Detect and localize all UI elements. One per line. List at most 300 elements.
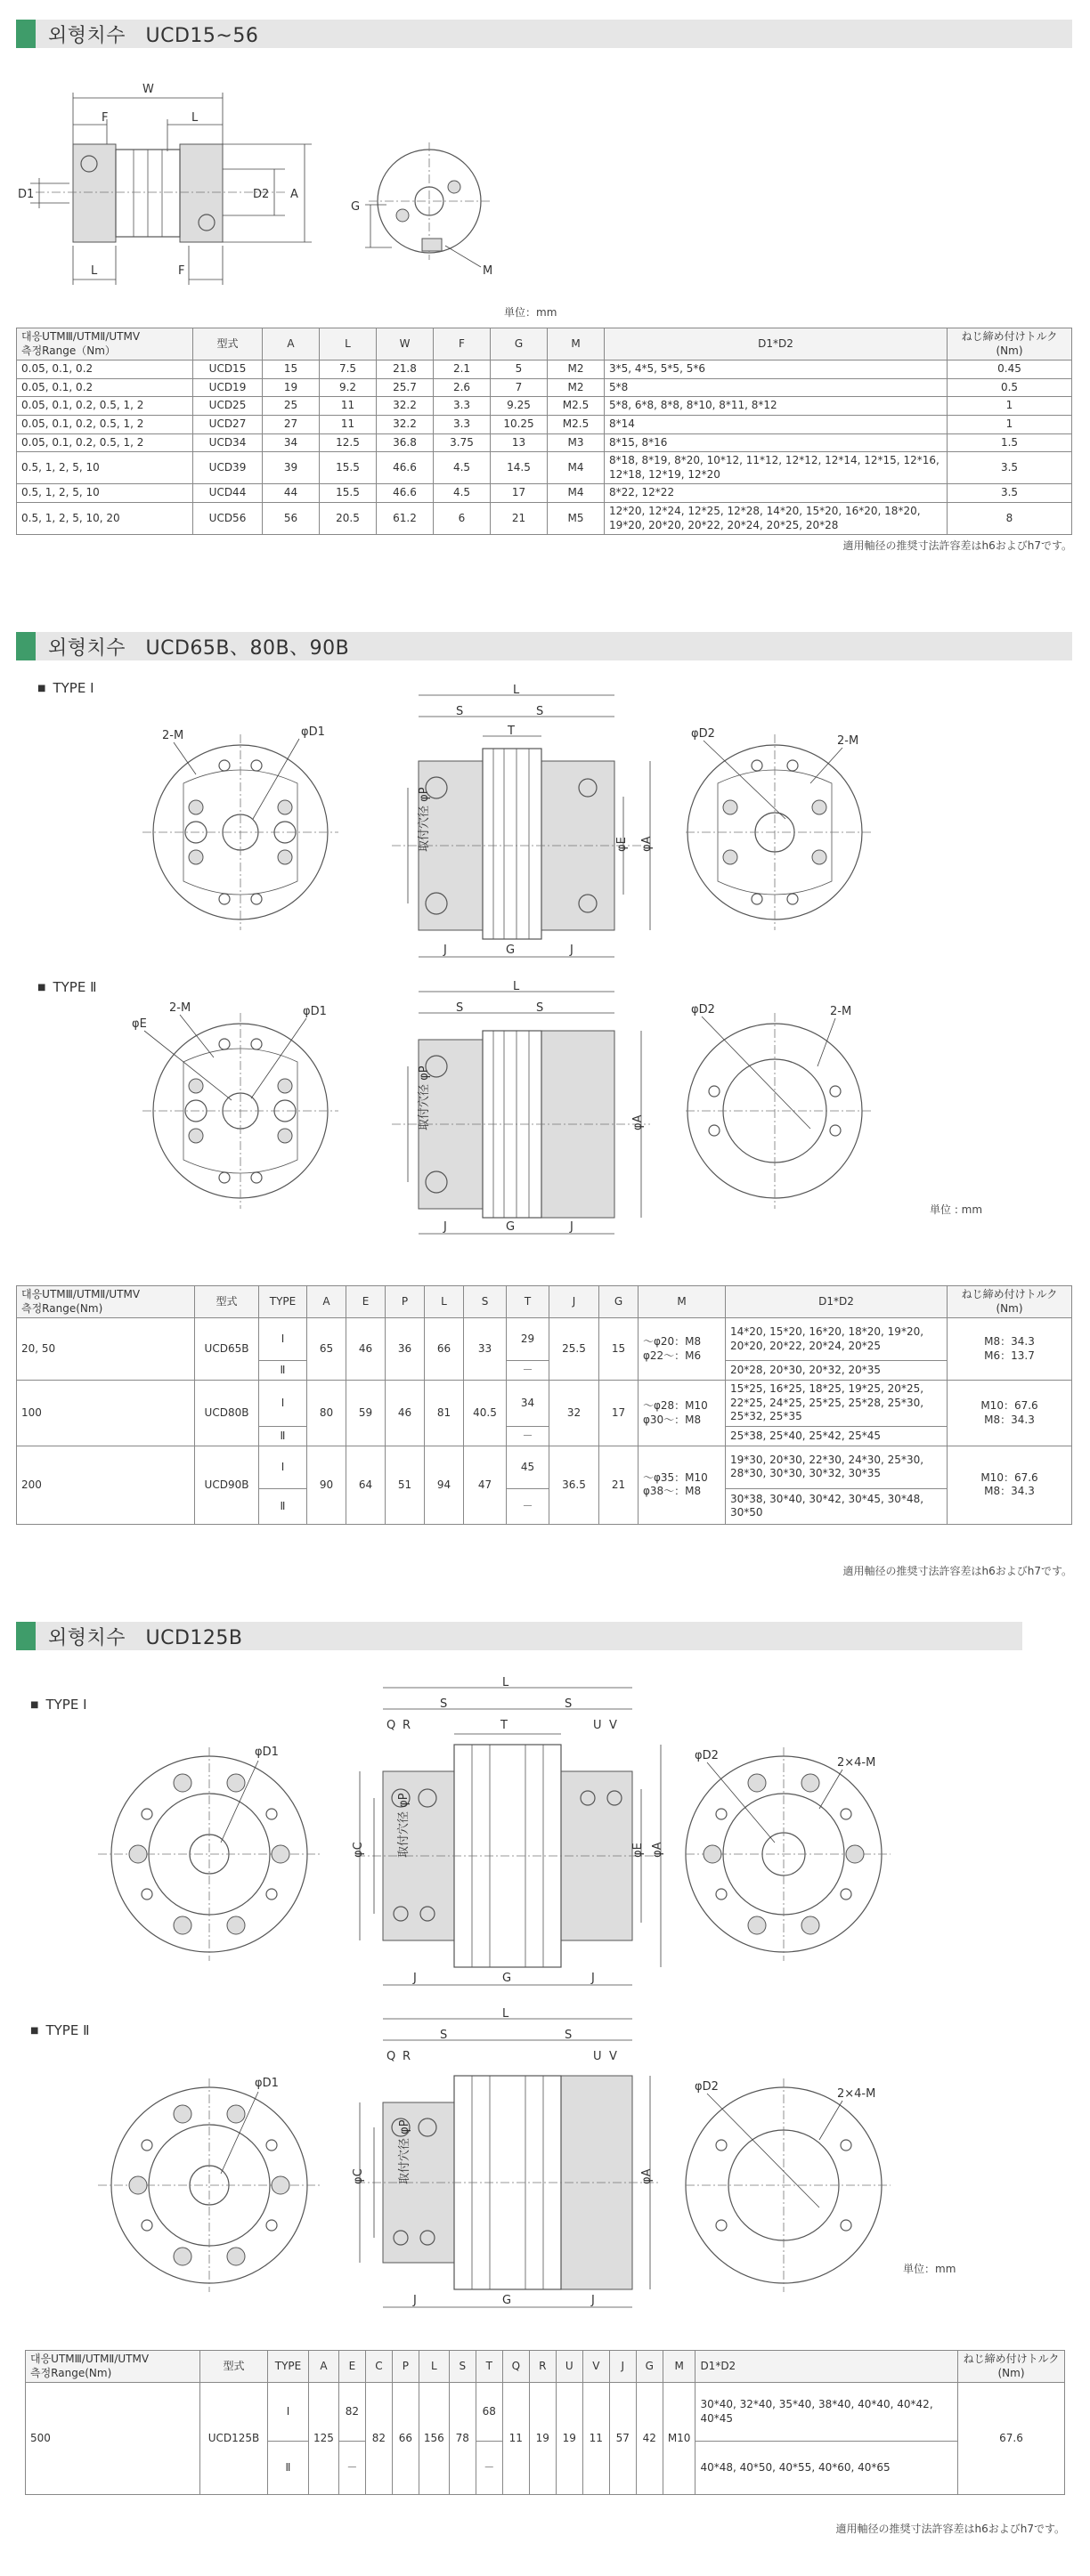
col-header-l: L (419, 2351, 449, 2383)
cell-range: 0.05, 0.1, 0.2, 0.5, 1, 2 (17, 415, 193, 433)
dim-label-phi-d2: φD2 (695, 1749, 719, 1762)
spec-table-ucd65b-90b (16, 1285, 1072, 1525)
dim-label-phi-a: φA (640, 836, 654, 852)
table-header-row (26, 2351, 1065, 2383)
cell-r: 19 (529, 2383, 556, 2495)
dim-label-bolt-phi-p: 取付穴径 φP (398, 2119, 411, 2184)
section-title: 외형치수 UCD65B、80B、90B (48, 636, 350, 660)
cell-m: M2.5 (548, 415, 605, 433)
dim-label-g: G (506, 944, 516, 957)
cell-s: 78 (449, 2383, 476, 2495)
tolerance-note: 適用軸径の推奨寸法許容差はh6およびh7です。 (835, 2523, 1065, 2535)
col-header-w: W (377, 328, 434, 360)
col-header-model: 型式 (200, 2351, 268, 2383)
col-header-f: F (434, 328, 491, 360)
cell-d1d2: 40*48, 40*50, 40*55, 40*60, 40*65 (695, 2442, 958, 2495)
cell-j: 57 (609, 2383, 636, 2495)
cell-range: 200 (17, 1446, 195, 1524)
table-row (17, 1381, 1072, 1427)
dim-label-phi-d1: φD1 (303, 1005, 327, 1018)
cell-model: UCD56 (193, 502, 263, 534)
col-header-a: A (309, 2351, 339, 2383)
table-header-row (17, 328, 1072, 360)
cell-g: 14.5 (491, 452, 548, 484)
cell-range: 0.05, 0.1, 0.2, 0.5, 1, 2 (17, 397, 193, 416)
cell-d1d2: 8*22, 12*22 (605, 484, 948, 503)
dim-label-2m: 2-M (837, 734, 859, 748)
type-label-2: ■ TYPE Ⅱ (30, 2022, 89, 2038)
cell-l: 12.5 (320, 433, 377, 452)
dim-label-2m: 2-M (830, 1005, 852, 1018)
drawing-ucd125b-type2-right-end (686, 2074, 899, 2288)
tolerance-note: 適用軸径の推奨寸法許容差はh6およびh7です。 (842, 539, 1072, 552)
cell-w: 61.2 (377, 502, 434, 534)
table-row (17, 360, 1072, 379)
cell-torque: 0.5 (948, 378, 1072, 397)
dim-label-q: Q (386, 2050, 396, 2063)
cell-g: 13 (491, 433, 548, 452)
dim-label-phi-c: φC (352, 1842, 365, 1858)
dim-label-s-right: S (565, 2029, 573, 2042)
cell-v: 11 (582, 2383, 609, 2495)
cell-j: 36.5 (549, 1446, 599, 1524)
cell-l: 20.5 (320, 502, 377, 534)
table-row (17, 502, 1072, 534)
cell-f: 3.3 (434, 397, 491, 416)
cell-e: 59 (346, 1381, 386, 1446)
cell-m: ～φ20：M8 φ22～：M6 (639, 1318, 726, 1381)
cell-g: 10.25 (491, 415, 548, 433)
section-header-ucd65b-90b (16, 632, 1072, 660)
col-header-p: P (392, 2351, 419, 2383)
cell-type: Ⅱ (268, 2442, 309, 2495)
cell-model: UCD44 (193, 484, 263, 503)
dim-label-t: T (500, 1719, 508, 1732)
cell-t: － (507, 1426, 549, 1446)
cell-l: 156 (419, 2383, 449, 2495)
table-row (17, 415, 1072, 433)
cell-d1d2: 8*14 (605, 415, 948, 433)
cell-t: － (507, 1361, 549, 1381)
col-header-torque: ねじ締め付けトルク (Nm) (948, 328, 1072, 360)
drawing-ucd125b-type2-side (347, 2007, 668, 2316)
cell-w: 32.2 (377, 415, 434, 433)
cell-a: 44 (263, 484, 320, 503)
cell-type: Ⅱ (259, 1488, 307, 1524)
col-header-g: G (599, 1286, 639, 1318)
cell-type: Ⅰ (259, 1318, 307, 1361)
type-label-1: ■ TYPE Ⅰ (37, 680, 94, 696)
cell-l: 11 (320, 415, 377, 433)
type-label-1: ■ TYPE Ⅰ (30, 1697, 87, 1713)
cell-a: 56 (263, 502, 320, 534)
drawing-ucd125b-type1-left-end (98, 1743, 329, 1956)
dim-label-bolt-phi-p: 取付穴径 φP (397, 1793, 411, 1858)
dim-label-phi-d2: φD2 (691, 1003, 715, 1017)
cell-m: M2 (548, 360, 605, 379)
col-header-range: 대응UTMⅢ/UTMⅡ/UTMV 측정Range(Nm) (26, 2351, 200, 2383)
dim-label-l: L (513, 980, 520, 993)
cell-torque: 8 (948, 502, 1072, 534)
dim-label-l: L (513, 684, 520, 697)
col-header-t: T (507, 1286, 549, 1318)
cell-type: Ⅱ (259, 1361, 307, 1381)
cell-j: 32 (549, 1381, 599, 1446)
col-header-type: TYPE (268, 2351, 309, 2383)
dim-label-j-right: J (591, 2294, 595, 2307)
drawing-ucd125b-type1-side (347, 1676, 668, 1994)
drawing-ucd125b-type1-right-end (686, 1743, 899, 1956)
dim-label-j-right: J (591, 1972, 595, 1985)
cell-l: 81 (425, 1381, 464, 1446)
cell-t: 29 (507, 1318, 549, 1361)
cell-m: M10 (663, 2383, 695, 2495)
drawing-ucd65b-type1-side (383, 684, 668, 975)
cell-a: 90 (307, 1446, 346, 1524)
section-header-ucd125b (16, 1622, 1022, 1650)
dim-label-t: T (508, 725, 515, 738)
cell-w: 32.2 (377, 397, 434, 416)
cell-d1d2: 19*30, 20*30, 22*30, 24*30, 25*30, 28*30, 30*30, 30*32, 30*35 (726, 1446, 948, 1488)
dim-label-d2: D2 (253, 188, 270, 201)
cell-f: 2.1 (434, 360, 491, 379)
cell-l: 15.5 (320, 484, 377, 503)
dim-label-phi-d1: φD1 (301, 725, 325, 739)
cell-e: － (338, 2442, 365, 2495)
dim-label-j-left: J (413, 1972, 417, 1985)
cell-l: 94 (425, 1446, 464, 1524)
dim-label-phi-e: φE (132, 1017, 147, 1031)
cell-m: M5 (548, 502, 605, 534)
cell-g: 15 (599, 1318, 639, 1381)
cell-p: 36 (386, 1318, 425, 1381)
table-header-row (17, 1286, 1072, 1318)
dim-label-j-left: J (443, 1220, 447, 1234)
col-header-s: S (449, 2351, 476, 2383)
cell-l: 15.5 (320, 452, 377, 484)
dim-label-j-left: J (413, 2294, 417, 2307)
col-header-m: M (663, 2351, 695, 2383)
dim-label-2m: 2-M (162, 729, 184, 742)
dim-label-s-left: S (456, 705, 464, 718)
col-header-q: Q (502, 2351, 529, 2383)
cell-d1d2: 5*8 (605, 378, 948, 397)
drawing-ucd65b-type2-left-end (125, 995, 356, 1209)
cell-model: UCD34 (193, 433, 263, 452)
cell-d1d2: 12*20, 12*24, 12*25, 12*28, 14*20, 15*20, 16*20, 18*20, 19*20, 20*20, 20*22, 20*24, 20*25, 20*28 (605, 502, 948, 534)
cell-d1d2: 20*28, 20*30, 20*32, 20*35 (726, 1361, 948, 1381)
dim-label-g: G (502, 2294, 512, 2307)
cell-model: UCD19 (193, 378, 263, 397)
drawing-ucd65b-type1-right-end (686, 721, 891, 926)
col-header-p: P (386, 1286, 425, 1318)
table-row (17, 378, 1072, 397)
drawing-ucd65b-type1-left-end (142, 721, 356, 926)
col-header-v: V (582, 2351, 609, 2383)
dim-label-f-bottom: F (178, 264, 185, 278)
cell-g: 21 (599, 1446, 639, 1524)
cell-d1d2: 30*38, 30*40, 30*42, 30*45, 30*48, 30*50 (726, 1488, 948, 1524)
cell-torque: 67.6 (958, 2383, 1065, 2495)
cell-l: 9.2 (320, 378, 377, 397)
cell-model: UCD39 (193, 452, 263, 484)
dim-label-phi-e: φE (631, 1843, 645, 1858)
unit-label-narrow: 単位 : mm (930, 1203, 983, 1216)
table-row (17, 397, 1072, 416)
dim-label-j-right: J (570, 1220, 573, 1234)
cell-j: 25.5 (549, 1318, 599, 1381)
col-header-model: 型式 (193, 328, 263, 360)
section-accent-bar (16, 632, 36, 660)
unit-label: 単位：mm (504, 306, 557, 319)
spec-table-ucd15-56 (16, 328, 1072, 535)
cell-e: 82 (338, 2383, 365, 2442)
cell-t: 45 (507, 1446, 549, 1488)
cell-f: 6 (434, 502, 491, 534)
cell-t: 34 (507, 1381, 549, 1427)
cell-torque: 1 (948, 415, 1072, 433)
cell-a: 19 (263, 378, 320, 397)
cell-m: ～φ28：M10 φ30～：M8 (639, 1381, 726, 1446)
cell-torque: 1.5 (948, 433, 1072, 452)
cell-g: 7 (491, 378, 548, 397)
col-header-e: E (346, 1286, 386, 1318)
cell-m: M4 (548, 452, 605, 484)
dim-label-phi-d2: φD2 (695, 2080, 719, 2094)
col-header-l: L (425, 1286, 464, 1318)
dim-label-phi-d1: φD1 (255, 1746, 279, 1759)
cell-f: 3.75 (434, 433, 491, 452)
table-row (26, 2383, 1065, 2442)
unit-label: 単位：mm (903, 2263, 956, 2275)
cell-model: UCD65B (195, 1318, 259, 1381)
section-accent-bar (16, 1622, 36, 1650)
dim-label-phi-d1: φD1 (255, 2077, 279, 2090)
dim-label-f-top: F (102, 111, 109, 125)
col-header-e: E (338, 2351, 365, 2383)
cell-l: 11 (320, 397, 377, 416)
dim-label-u: U (593, 2050, 602, 2063)
col-header-torque: ねじ締め付けトルク (Nm) (948, 1286, 1072, 1318)
cell-c: 82 (365, 2383, 392, 2495)
dim-label-u: U (593, 1719, 602, 1732)
cell-model: UCD80B (195, 1381, 259, 1446)
section-title: 외형치수 UCD15~56 (48, 24, 259, 47)
cell-d1d2: 3*5, 4*5, 5*5, 5*6 (605, 360, 948, 379)
cell-s: 47 (464, 1446, 507, 1524)
cell-range: 100 (17, 1381, 195, 1446)
dim-label-m: M (483, 264, 493, 278)
col-header-l: L (320, 328, 377, 360)
cell-d1d2: 5*8, 6*8, 8*8, 8*10, 8*11, 8*12 (605, 397, 948, 416)
col-header-a: A (307, 1286, 346, 1318)
cell-l: 7.5 (320, 360, 377, 379)
cell-a: 39 (263, 452, 320, 484)
drawing-ucd125b-type2-left-end (98, 2074, 329, 2288)
dim-label-s-left: S (440, 2029, 448, 2042)
dim-label-g: G (506, 1220, 516, 1234)
cell-d1d2: 8*15, 8*16 (605, 433, 948, 452)
cell-t: － (507, 1488, 549, 1524)
cell-type: Ⅱ (259, 1426, 307, 1446)
dim-label-l-top: L (191, 111, 199, 125)
cell-a: 80 (307, 1381, 346, 1446)
dim-label-r: R (403, 2050, 411, 2063)
dim-label-phi-a: φA (631, 1114, 645, 1130)
drawing-ucd65b-type2-side (383, 980, 668, 1244)
cell-a: 25 (263, 397, 320, 416)
cell-p: 46 (386, 1381, 425, 1446)
cell-t: － (476, 2442, 502, 2495)
cell-torque: M10：67.6 M8：34.3 (948, 1446, 1072, 1524)
dim-label-phi-c: φC (352, 2168, 365, 2184)
dim-label-bolt-phi-p: 取付穴径 φP (418, 1065, 431, 1130)
cell-w: 21.8 (377, 360, 434, 379)
cell-w: 36.8 (377, 433, 434, 452)
col-header-model: 型式 (195, 1286, 259, 1318)
table-row (17, 1446, 1072, 1488)
dim-label-a: A (290, 188, 298, 201)
table-row (17, 452, 1072, 484)
cell-d1d2: 15*25, 16*25, 18*25, 19*25, 20*25, 22*25, 24*25, 25*25, 25*28, 25*30, 25*32, 25*35 (726, 1381, 948, 1427)
dim-label-bolt-phi-p: 取付穴径 φP (418, 787, 431, 852)
section-accent-bar (16, 20, 36, 48)
cell-torque: 3.5 (948, 452, 1072, 484)
cell-w: 25.7 (377, 378, 434, 397)
cell-torque: M8：34.3 M6：13.7 (948, 1318, 1072, 1381)
cell-g: 17 (491, 484, 548, 503)
dim-label-2x4m: 2×4-M (837, 2087, 876, 2101)
dim-label-phi-e: φE (615, 837, 629, 852)
dim-label-v: V (609, 2050, 617, 2063)
table-row (17, 1318, 1072, 1361)
section-title: 외형치수 UCD125B (48, 1626, 243, 1649)
cell-g: 17 (599, 1381, 639, 1446)
dim-label-s-right: S (565, 1697, 573, 1711)
cell-d1d2: 30*40, 32*40, 35*40, 38*40, 40*40, 40*42, 40*45 (695, 2383, 958, 2442)
dim-label-q: Q (386, 1719, 396, 1732)
type-label-2: ■ TYPE Ⅱ (37, 979, 96, 995)
cell-g: 21 (491, 502, 548, 534)
col-header-s: S (464, 1286, 507, 1318)
col-header-m: M (548, 328, 605, 360)
dim-label-w: W (142, 83, 154, 96)
dim-label-s-right: S (536, 1001, 544, 1015)
col-header-c: C (365, 2351, 392, 2383)
cell-range: 20, 50 (17, 1318, 195, 1381)
dim-label-s-right: S (536, 705, 544, 718)
col-header-torque: ねじ締め付けトルク (Nm) (958, 2351, 1065, 2383)
dim-label-l-bottom: L (91, 264, 98, 278)
cell-q: 11 (502, 2383, 529, 2495)
cell-a: 15 (263, 360, 320, 379)
dim-label-g: G (351, 200, 361, 214)
cell-d1d2: 8*18, 8*19, 8*20, 10*12, 11*12, 12*12, 12*14, 12*15, 12*16, 12*18, 12*19, 12*20 (605, 452, 948, 484)
dim-label-phi-a: φA (651, 1842, 664, 1858)
cell-u: 19 (556, 2383, 582, 2495)
cell-a: 65 (307, 1318, 346, 1381)
dim-label-j-right: J (570, 944, 573, 957)
cell-model: UCD27 (193, 415, 263, 433)
col-header-d1d2: D1*D2 (605, 328, 948, 360)
col-header-m: M (639, 1286, 726, 1318)
drawing-ucd15-end-view (347, 142, 517, 285)
col-header-g: G (636, 2351, 663, 2383)
cell-model: UCD125B (200, 2383, 268, 2495)
col-header-d1d2: D1*D2 (695, 2351, 958, 2383)
dim-label-g: G (502, 1972, 512, 1985)
col-header-g: G (491, 328, 548, 360)
cell-m: M4 (548, 484, 605, 503)
dim-label-2m: 2-M (169, 1001, 191, 1015)
col-header-range: 대응UTMⅢ/UTMⅡ/UTMV 측정Range(Nm) (17, 1286, 195, 1318)
cell-g: 42 (636, 2383, 663, 2495)
spec-table-ucd125b (25, 2350, 1065, 2495)
cell-g: 9.25 (491, 397, 548, 416)
dim-label-phi-d2: φD2 (691, 727, 715, 741)
cell-type: Ⅰ (268, 2383, 309, 2442)
table-row (17, 433, 1072, 452)
cell-model: UCD25 (193, 397, 263, 416)
cell-a: 125 (309, 2383, 339, 2495)
cell-t: 68 (476, 2383, 502, 2442)
cell-m: M2.5 (548, 397, 605, 416)
col-header-t: T (476, 2351, 502, 2383)
cell-torque: 0.45 (948, 360, 1072, 379)
dim-label-2x4m: 2×4-M (837, 1756, 876, 1770)
cell-f: 3.3 (434, 415, 491, 433)
cell-range: 0.05, 0.1, 0.2 (17, 360, 193, 379)
cell-a: 34 (263, 433, 320, 452)
cell-s: 33 (464, 1318, 507, 1381)
dim-label-phi-a: φA (640, 2168, 654, 2184)
cell-torque: 1 (948, 397, 1072, 416)
cell-m: M3 (548, 433, 605, 452)
cell-p: 66 (392, 2383, 419, 2495)
cell-range: 0.05, 0.1, 0.2 (17, 378, 193, 397)
section-header-ucd15-56 (16, 20, 1072, 48)
col-header-r: R (529, 2351, 556, 2383)
cell-f: 4.5 (434, 484, 491, 503)
cell-range: 0.05, 0.1, 0.2, 0.5, 1, 2 (17, 433, 193, 452)
cell-torque: M10：67.6 M8：34.3 (948, 1381, 1072, 1446)
cell-w: 46.6 (377, 484, 434, 503)
cell-s: 40.5 (464, 1381, 507, 1446)
cell-d1d2: 25*38, 25*40, 25*42, 25*45 (726, 1426, 948, 1446)
cell-torque: 3.5 (948, 484, 1072, 503)
cell-m: M2 (548, 378, 605, 397)
cell-range: 0.5, 1, 2, 5, 10, 20 (17, 502, 193, 534)
dim-label-l: L (502, 2007, 509, 2021)
cell-model: UCD15 (193, 360, 263, 379)
cell-d1d2: 14*20, 15*20, 16*20, 18*20, 19*20, 20*20, 20*22, 20*24, 20*25 (726, 1318, 948, 1361)
col-header-j: J (609, 2351, 636, 2383)
cell-f: 4.5 (434, 452, 491, 484)
drawing-ucd65b-type2-right-end (686, 995, 891, 1209)
col-header-type: TYPE (259, 1286, 307, 1318)
cell-range: 0.5, 1, 2, 5, 10 (17, 452, 193, 484)
dim-label-l: L (502, 1676, 509, 1689)
cell-range: 500 (26, 2383, 200, 2495)
col-header-u: U (556, 2351, 582, 2383)
cell-e: 46 (346, 1318, 386, 1381)
cell-g: 5 (491, 360, 548, 379)
cell-type: Ⅰ (259, 1381, 307, 1427)
cell-f: 2.6 (434, 378, 491, 397)
dim-label-d1: D1 (18, 188, 35, 201)
cell-range: 0.5, 1, 2, 5, 10 (17, 484, 193, 503)
dim-label-s-left: S (456, 1001, 464, 1015)
